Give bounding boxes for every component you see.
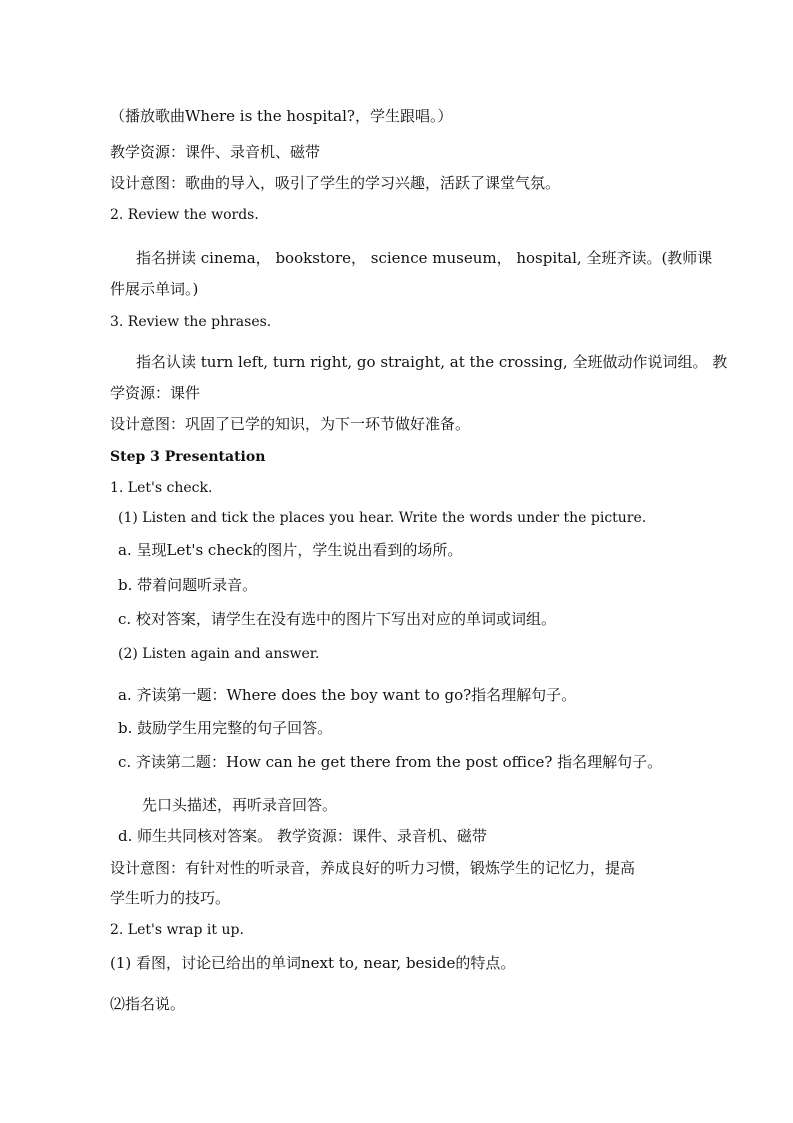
design-intent-line-3-cont: 学生听力的技巧。 xyxy=(110,889,231,907)
review-phrases-heading: 3. Review the phrases. xyxy=(110,314,272,330)
lets-check-heading: 1. Let's check. xyxy=(110,480,213,496)
design-intent-line: 设计意图：歌曲的导入，吸引了学生的学习兴趣，活跃了课堂气氛。 xyxy=(110,174,561,192)
song-intro-line: （播放歌曲Where is the hospital?，学生跟唱。） xyxy=(110,107,453,125)
item-a-1: a. 呈现Let's check的图片，学生说出看到的场所。 xyxy=(118,541,463,559)
design-intent-line-2: 设计意图：巩固了已学的知识，为下一环节做好准备。 xyxy=(110,415,471,433)
item-b-1: b. 带着问题听录音。 xyxy=(118,576,258,594)
read-phrases-line-cont: 学资源：课件 xyxy=(110,384,201,402)
item-b-2: b. 鼓励学生用完整的句子回答。 xyxy=(118,719,333,737)
teaching-resources-line: 教学资源：课件、录音机、磁带 xyxy=(110,143,321,161)
design-intent-line-3: 设计意图：有针对性的听录音，养成良好的听力习惯，锻炼学生的记忆力，提高 xyxy=(110,859,636,877)
wrap-item-2: ⑵指名说。 xyxy=(110,995,186,1013)
spell-words-line-cont: 件展示单词。) xyxy=(110,280,199,298)
describe-line: 先口头描述，再听录音回答。 xyxy=(142,796,338,814)
wrap-item-1: (1) 看图，讨论已给出的单词next to, near, beside的特点。 xyxy=(110,954,516,972)
step3-heading: Step 3 Presentation xyxy=(110,449,266,465)
read-phrases-line: 指名认读 turn left, turn right, go straight, at the crossing, 全班做动作说词组。 教 xyxy=(136,353,728,371)
item-a-2: a. 齐读第一题：Where does the boy want to go?指名理解句子。 xyxy=(118,686,577,704)
listen-again-line: (2) Listen again and answer. xyxy=(118,646,320,662)
listen-tick-line: (1) Listen and tick the places you hear. Write the words under the picture. xyxy=(118,510,647,526)
item-c-1: c. 校对答案，请学生在没有选中的图片下写出对应的单词或词组。 xyxy=(118,610,556,628)
review-words-heading: 2. Review the words. xyxy=(110,207,259,223)
wrap-it-up-heading: 2. Let's wrap it up. xyxy=(110,922,244,938)
spell-words-line: 指名拼读 cinema， bookstore， science museum， hospital, 全班齐读。(教师课 xyxy=(136,249,713,267)
item-d: d. 师生共同核对答案。 教学资源：课件、录音机、磁带 xyxy=(118,827,487,845)
item-c-2: c. 齐读第二题：How can he get there from the post office? 指名理解句子。 xyxy=(118,753,663,771)
